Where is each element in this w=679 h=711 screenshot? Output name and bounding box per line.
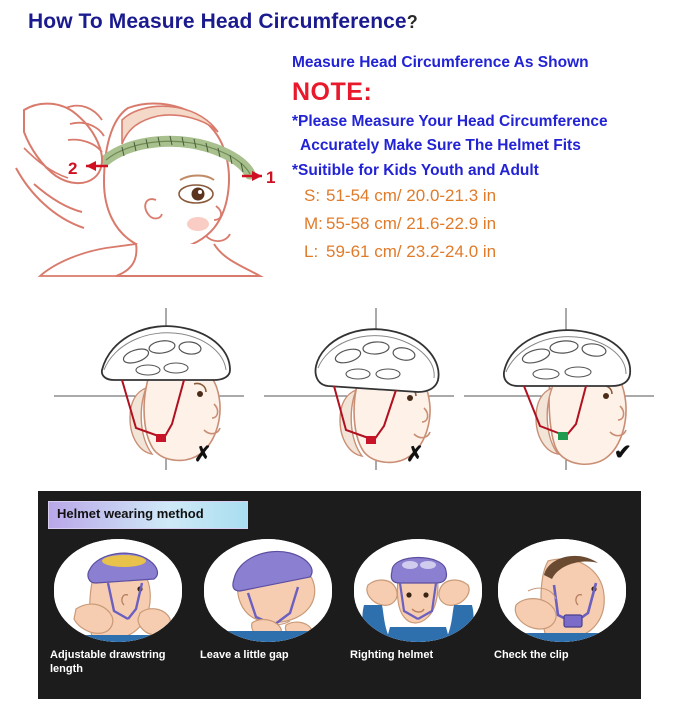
helmet-example-3-svg [454,300,664,480]
panel-step-3-image [354,539,482,642]
fit-mark-1: ✗ [194,443,212,466]
size-value-m: 55-58 cm/ 21.6-22.9 in [326,214,497,233]
panel-step-1-image [54,539,182,642]
svg-text:2: 2 [68,159,78,178]
size-value-l: 59-61 cm/ 23.2-24.0 in [326,242,497,261]
instruction-line-4: *Suitible for Kids Youth and Adult [292,161,539,179]
size-row-l [292,243,678,260]
size-row-s [292,187,678,204]
helmet-example-2 [254,300,464,480]
helmet-example-1-svg [44,300,254,480]
helmet-example-2-svg [254,300,464,480]
svg-text:1: 1 [266,168,276,187]
size-value-s: 51-54 cm/ 20.0-21.3 in [326,186,497,205]
instructions-block [292,55,678,271]
page-title [28,10,418,34]
helmet-example-1 [44,300,254,480]
size-label-l: L: [304,242,319,261]
panel-step-4-image [498,539,626,642]
instruction-line-3: Accurately Make Sure The Helmet Fits [300,137,581,154]
panel-step-1-caption: Adjustable drawstring length [50,649,166,675]
instruction-line-1: Measure Head Circumference As Shown [292,54,589,71]
panel-title-text: Helmet wearing method [57,506,204,521]
page-title-text: How To Measure Head Circumference [28,10,407,33]
size-row-m [292,215,678,232]
panel-step-3-caption: Righting helmet [350,649,434,661]
fit-mark-3: ✔ [614,441,632,464]
note-label: NOTE: [292,77,373,106]
head-measurement-illustration [10,48,290,278]
panel-step-1 [46,539,191,694]
panel-step-2-image [204,539,332,642]
helmet-fit-examples [24,300,664,480]
size-label-s: S: [304,186,321,205]
size-label-m: M: [304,214,323,233]
page-title-question-mark: ? [406,12,418,32]
helmet-wearing-method-panel [38,491,641,699]
panel-step-2 [196,539,341,694]
helmet-example-3 [454,300,664,480]
fit-mark-2: ✗ [406,443,424,466]
panel-step-4 [490,539,635,694]
panel-step-2-caption: Leave a little gap [200,649,289,661]
panel-step-3 [346,539,491,694]
panel-title-banner [48,501,248,529]
panel-step-4-caption: Check the clip [494,649,569,661]
instruction-line-2: *Please Measure Your Head Circumference [292,112,608,130]
head-measurement-svg [10,48,290,278]
